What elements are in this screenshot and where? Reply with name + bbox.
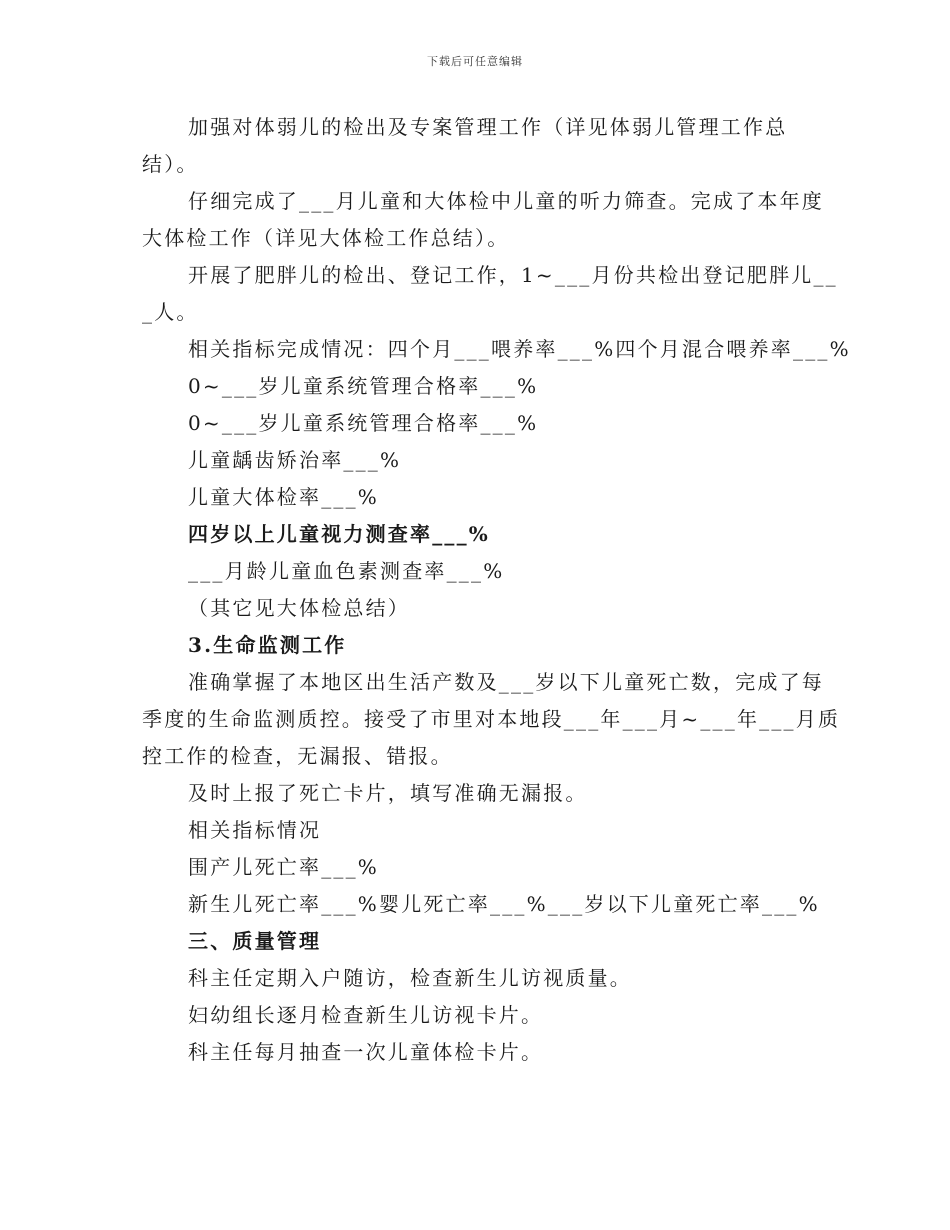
paragraph-line: 围产儿死亡率___%: [188, 855, 380, 879]
paragraph-line: 0~___岁儿童系统管理合格率___%: [188, 374, 539, 398]
section-heading: 三、质量管理: [188, 929, 322, 953]
page-header: 下载后可任意编辑: [427, 55, 523, 68]
paragraph-line: 相关指标完成情况：四个月___喂养率___%四个月混合喂养率___%: [188, 337, 851, 361]
paragraph-line: 加强对体弱儿的检出及专案管理工作（详见体弱儿管理工作总: [188, 115, 788, 139]
paragraph-line: 儿童龋齿矫治率___%: [188, 448, 402, 472]
paragraph-line: 科主任定期入户随访，检查新生儿访视质量。: [188, 966, 632, 990]
paragraph-line: 0~___岁儿童系统管理合格率___%: [188, 411, 539, 435]
paragraph-line: 妇幼组长逐月检查新生儿访视卡片。: [188, 1003, 544, 1027]
paragraph-line: 控工作的检查，无漏报、错报。: [142, 744, 453, 768]
paragraph-line: （其它见大体检总结）: [188, 596, 410, 620]
paragraph-line: 相关指标情况: [188, 818, 322, 842]
paragraph-line: 准确掌握了本地区出生活产数及___岁以下儿童死亡数，完成了每: [188, 670, 824, 694]
paragraph-line: ___月龄儿童血色素测查率___%: [188, 559, 505, 583]
paragraph-line: 结）。: [142, 152, 199, 176]
paragraph-line: 及时上报了死亡卡片，填写准确无漏报。: [188, 781, 588, 805]
paragraph-line: 新生儿死亡率___%婴儿死亡率___%___岁以下儿童死亡率___%: [188, 892, 820, 916]
paragraph-line: 儿童大体检率___%: [188, 485, 380, 509]
paragraph-line: 季度的生命监测质控。接受了市里对本地段___年___月~___年___月质: [142, 707, 841, 731]
section-heading: 3.生命监测工作: [188, 633, 347, 657]
paragraph-line: 开展了肥胖儿的检出、登记工作，1~___月份共检出登记肥胖儿__: [188, 263, 838, 287]
paragraph-line: 大体检工作（详见大体检工作总结）。: [142, 226, 510, 250]
paragraph-line: 科主任每月抽查一次儿童体检卡片。: [188, 1040, 544, 1064]
paragraph-line: 仔细完成了___月儿童和大体检中儿童的听力筛查。完成了本年度: [188, 189, 824, 213]
bold-paragraph-line: 四岁以上儿童视力测查率___%: [188, 522, 491, 546]
paragraph-line: _人。: [142, 300, 199, 324]
